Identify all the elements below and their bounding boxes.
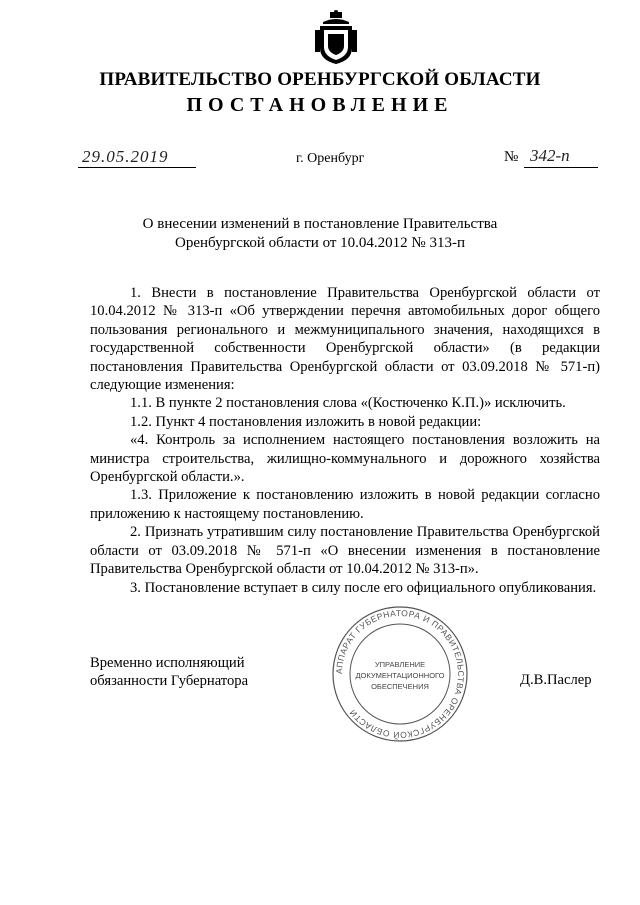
stamp-center-line-2: ДОКУМЕНТАЦИОННОГО [355, 671, 445, 680]
signatory-position [90, 654, 248, 691]
paragraph: «4. Контроль за исполнением настоящего постановления возложить на министра строительства, жилищно-коммунального и дорожного хозяйства Оренбургской области.». [90, 432, 600, 486]
number-underline [524, 167, 598, 168]
stamp-center-line-1: УПРАВЛЕНИЕ [374, 660, 426, 669]
number-sign: № [504, 149, 519, 165]
stamp-ring-text: АППАРАТ ГУБЕРНАТОРА И ПРАВИТЕЛЬСТВА ОРЕНБУРГСКОЙ ОБЛАСТИ [333, 607, 467, 741]
document-body [90, 284, 600, 597]
subject-line-2: Оренбургской области от 10.04.2012 № 313-п [174, 235, 466, 251]
paragraph: 1.1. В пункте 2 постановления слова «(Костюченко К.П.)» исключить. [130, 395, 566, 412]
signatory-name: Д.В.Паслер [520, 672, 592, 688]
document-city: г. Оренбург [296, 151, 365, 166]
document-date: 29.05.2019 [82, 147, 169, 166]
document-subject [120, 215, 520, 253]
document-number: 342-п [530, 146, 570, 165]
government-title: ПРАВИТЕЛЬСТВО ОРЕНБУРГСКОЙ ОБЛАСТИ [99, 69, 541, 90]
official-stamp [330, 604, 470, 744]
paragraph: 1.3. Приложение к постановлению изложить в новой редакции согласно приложению к настоящему постановлению. [90, 487, 600, 522]
document-type: ПОСТАНОВЛЕНИЕ [186, 94, 454, 116]
date-underline [78, 167, 196, 168]
coat-of-arms-icon [314, 10, 358, 66]
stamp-center-line-3: ОБЕСПЕЧЕНИЯ [371, 682, 429, 691]
paragraph: 3. Постановление вступает в силу после его официального опубликования. [130, 579, 597, 596]
paragraph: 2. Признать утратившим силу постановление Правительства Оренбургской области от 03.09.2018 № 571-п «О внесении изменения в постановление Правительства Оренбургской области от 10.04.2012 № 313-п». [90, 524, 600, 578]
position-line-1: Временно исполняющий [90, 655, 245, 671]
paragraph: 1. Внести в постановление Правительства Оренбургской области от 10.04.2012 № 313-п «Об утверждении перечня автомобильных дорог общего пользования регионального и межмуниципального значения, находящихся в государственной собственности Оренбургской области» (в редакции постановления Правительства Оренбургской области от 03.09.2018 № 571-п) следующие изменения: [90, 285, 600, 394]
position-line-2: обязанности Губернатора [90, 673, 249, 690]
paragraph: 1.2. Пункт 4 постановления изложить в новой редакции: [130, 413, 482, 430]
subject-line-1: О внесении изменений в постановление Правительства [142, 216, 498, 232]
